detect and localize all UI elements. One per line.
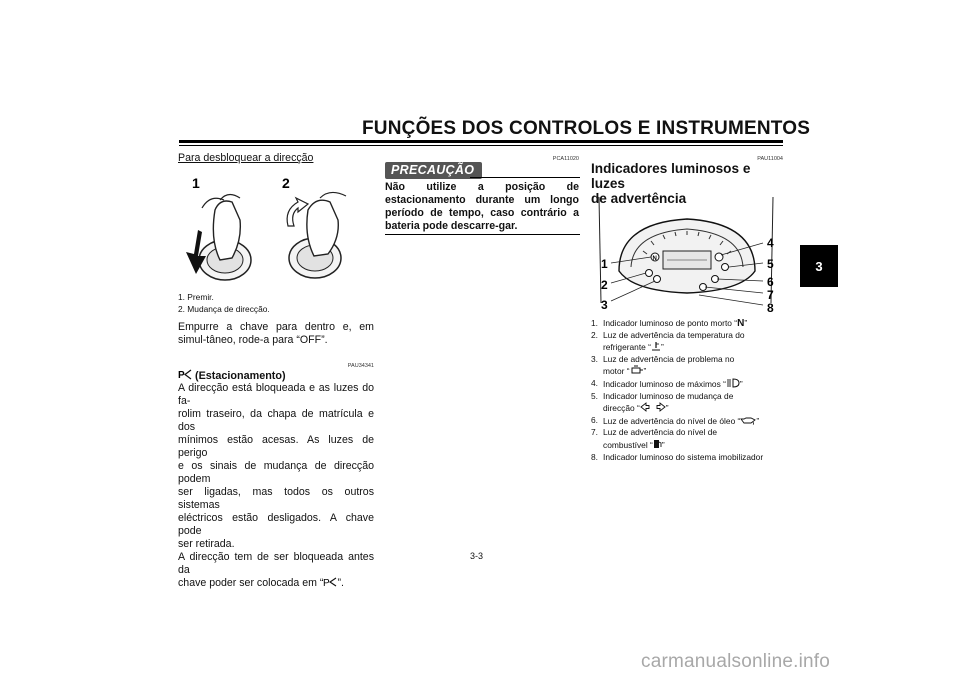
cluster-label-3: 3 <box>601 298 608 312</box>
parking-line-1: A direcção está bloqueada e as luzes do fa- <box>178 382 374 407</box>
cluster-label-5: 5 <box>767 257 774 271</box>
indicators-heading: Indicadores luminosos e luzes de advertência <box>591 161 751 206</box>
list-item: 6. Luz de advertência do nível de óleo “ ” <box>591 414 760 426</box>
list-item: 7. Luz de advertência do nível de combustível “ ” <box>591 427 718 450</box>
oil-level-icon <box>740 415 756 425</box>
indicators-code: PAU11004 <box>757 156 783 162</box>
figure-label-2: 2 <box>282 175 290 191</box>
list-item: 5. Indicador luminoso de mudança de direcção “ ” <box>591 390 734 414</box>
cluster-label-7: 7 <box>767 288 774 302</box>
page-title: FUNÇÕES DOS CONTROLOS E INSTRUMENTOS <box>362 118 811 139</box>
parking-line-8: A direcção tem de ser bloqueada antes da <box>178 551 374 576</box>
page-number: 3-3 <box>470 551 484 561</box>
warning-text: Não utilize a posição de estacionamento durante um longo período de tempo, caso contrário a bateria pode descarre-gar. <box>385 181 579 232</box>
list-item: 4. Indicador luminoso de máximos “ ” <box>591 377 743 389</box>
instrument-cluster-figure <box>591 193 783 313</box>
section-code: PAU34341 <box>347 363 374 369</box>
svg-text:N: N <box>652 256 657 262</box>
cluster-label-1: 1 <box>601 257 608 271</box>
list-item: 1. Indicador luminoso de ponto morto “N” <box>591 318 748 329</box>
ignition-switch-turn <box>287 192 346 278</box>
svg-text:P: P <box>178 370 185 380</box>
key-figure <box>180 170 376 288</box>
fuel-level-icon <box>653 439 662 449</box>
list-item: 8. Indicador luminoso do sistema imobilizador <box>591 451 764 462</box>
turn-signal-icon <box>640 402 666 412</box>
list-item: 2. Luz de advertência da temperatura do refrigerante “ ” <box>591 329 745 353</box>
watermark[interactable]: carmanualsonline.info <box>641 651 831 672</box>
figure-label-1: 1 <box>192 175 200 191</box>
indicator-list <box>591 318 783 463</box>
cluster-label-6: 6 <box>767 275 774 289</box>
svg-text:P: P <box>323 578 331 587</box>
figure-captions <box>178 291 374 315</box>
coolant-temperature-icon <box>651 341 661 351</box>
engine-trouble-icon <box>630 365 644 375</box>
list-item: 3. Luz de advertência de problema no motor “ ” <box>591 353 735 377</box>
parking-paragraph <box>178 382 374 590</box>
warning-rule-top <box>470 177 580 178</box>
caption-1: 1. Premir. <box>178 292 214 302</box>
warning-rule-bottom <box>385 234 580 235</box>
parking-line-5: ser ligadas, mas todos os outros sistemas <box>178 486 374 511</box>
parking-heading <box>178 369 374 383</box>
parking-line-3: mínimos estão acesas. As luzes de perigo <box>178 434 374 459</box>
parking-line-4: e os sinais de mudança de direcção podem <box>178 460 374 485</box>
caption-2: 2. Mudança de direcção. <box>178 304 270 314</box>
unlock-heading: Para desbloquear a direcção <box>178 152 314 164</box>
cluster-label-4: 4 <box>767 236 774 250</box>
header-rule <box>179 140 783 143</box>
parking-heading-text: (Estacionamento) <box>195 370 286 382</box>
warning-code: PCA11020 <box>552 156 579 162</box>
parking-icon <box>178 369 192 380</box>
header-rule-thin <box>179 145 783 146</box>
parking-line-7: ser retirada. <box>178 538 235 550</box>
parking-line-6: eléctricos estão desligados. A chave pode <box>178 512 374 537</box>
neutral-icon: N <box>737 318 745 329</box>
ignition-switch-push <box>186 194 251 280</box>
parking-icon-inline <box>323 577 337 587</box>
chapter-tab[interactable]: 3 <box>800 245 838 287</box>
parking-line-9: chave poder ser colocada em “ P ”. <box>178 577 344 589</box>
cluster-label-8: 8 <box>767 301 774 313</box>
high-beam-icon <box>726 378 740 388</box>
unlock-paragraph: Empurre a chave para dentro e, em simul-tâneo, rode-a para “OFF”. <box>178 321 374 346</box>
cluster-label-2: 2 <box>601 278 608 292</box>
warning-label: PRECAUÇÃO <box>385 161 482 179</box>
parking-line-2: rolim traseiro, da chapa de matrícula e dos <box>178 408 374 433</box>
